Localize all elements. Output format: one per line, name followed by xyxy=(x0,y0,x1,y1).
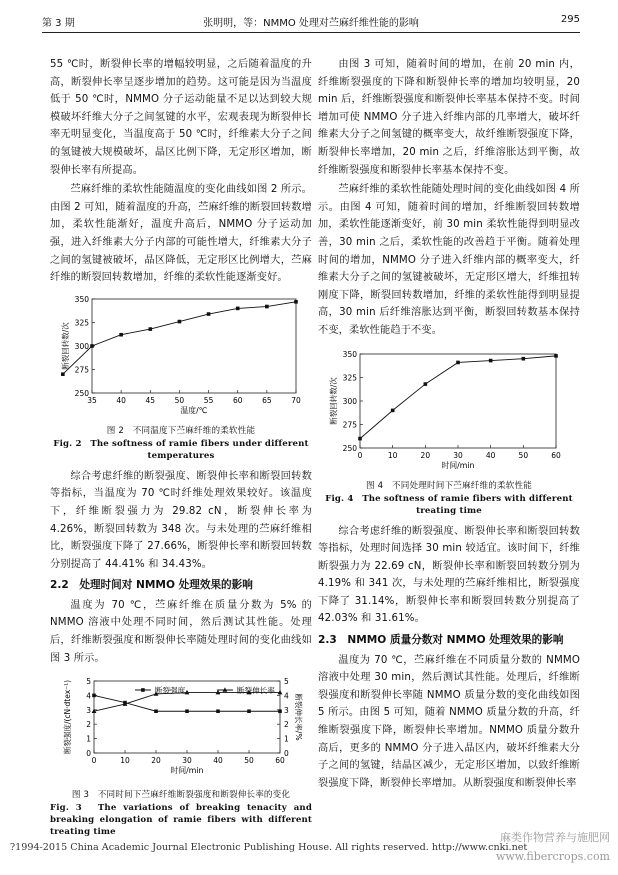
data-point xyxy=(92,694,96,698)
paragraph: 苎麻纤维的柔软性能随温度的变化曲线如图 2 所示。由图 2 可知，随着温度的升高，苎麻纤维的断裂回转数增加，柔软性能渐好，温度升高后，NMMO 分子运动加强，进入纤维素大分子内部的可能性增大，纤维素大分子之间的氢键被破坏，晶区降低，无定形区比例增大，苎麻纤维的断裂回转数增加，纤维的柔软性能逐渐变好。 xyxy=(50,184,312,284)
x-tick-label: 65 xyxy=(262,395,272,405)
series-line xyxy=(360,355,556,438)
x-axis-label: 时间/min xyxy=(170,766,204,776)
y-right-tick-label: 0 xyxy=(284,749,289,759)
data-point xyxy=(185,710,189,714)
data-point xyxy=(61,372,65,376)
plot-frame xyxy=(360,354,556,448)
x-tick-label: 30 xyxy=(453,450,463,460)
left-column xyxy=(50,56,312,844)
data-point xyxy=(119,333,123,337)
legend-marker xyxy=(141,688,145,692)
data-point xyxy=(178,319,182,323)
paragraph: 苎麻纤维的柔软性能随处理时间的变化曲线如图 4 所示。由图 4 可知，随着时间的增加，纤维断裂回转数增加，柔软性能逐渐变好，前 30 min 柔软性能得到明显改善，30 min 之后，柔软性能的改善趋于平衡。随着处理时间的增加，NMMO 分子进入纤维内部的概率变大，纤维素大分子之间的氢键被破坏，无定形区增大，纤维扭转刚度下降，断裂回转数增加，纤维的柔软性能得到明显提高，30 min 后纤维溶胀达到平衡，断裂回转数基本保持不变，柔软性能趋于不变。 xyxy=(318,184,580,336)
y-tick-label: 0 xyxy=(86,749,91,759)
section-heading: 2.3 NMMO 质量分数对 NMMO 处理效果的影响 xyxy=(318,634,564,647)
watermark: 麻类作物营养与施肥网 xyxy=(500,831,610,844)
data-point xyxy=(216,710,220,714)
figure-3 xyxy=(50,673,312,838)
page-number: 295 xyxy=(560,14,580,25)
y-axis-label: 断裂回转数/次 xyxy=(61,321,70,370)
y-right-tick-label: 1 xyxy=(284,734,289,744)
data-point xyxy=(236,306,240,310)
figure-2-chart xyxy=(50,293,312,421)
figure-3-caption: 图 3 不同时间下苎麻纤维断裂强度和断裂伸长率的变化 xyxy=(71,790,291,801)
figure-2 xyxy=(50,293,312,462)
figure-2-caption: 图 2 不同温度下苎麻纤维的柔软性能 xyxy=(106,425,256,436)
y-right-tick-label: 3 xyxy=(284,706,289,716)
figure-4-caption-en: Fig. 4 The softness of ramie fibers with different treating time xyxy=(325,493,573,516)
y-tick-label: 325 xyxy=(74,318,89,328)
paragraph: 55 ℃时，断裂伸长率的增幅较明显，之后随着温度的升高，断裂伸长率呈逐步增加的趋势。这可能是因为当温度低于 50 ℃时，NMMO 分子运动能量不足以达到较大规模破坏纤维大分子之间氢键的水平，宏观表现为断裂伸长率无明显变化，当温度高于 50 ℃时，纤维素大分子之间的氢键被大规模破坏，晶区比例下降，无定形区增加，断裂伸长率有所提高。 xyxy=(50,59,312,176)
figure-4 xyxy=(318,346,580,517)
x-tick-label: 60 xyxy=(275,756,285,766)
legend-label: 断裂伸长率 xyxy=(236,686,275,696)
x-tick-label: 35 xyxy=(87,395,97,405)
x-tick-label: 20 xyxy=(151,756,161,766)
y-tick-label: 350 xyxy=(74,294,89,304)
data-point xyxy=(154,710,158,714)
x-tick-label: 40 xyxy=(213,756,223,766)
x-tick-label: 40 xyxy=(116,395,126,405)
x-tick-label: 40 xyxy=(485,450,496,460)
y-right-tick-label: 2 xyxy=(284,720,289,730)
figure-4-caption: 图 4 不同处理时间下苎麻纤维的柔软性能 xyxy=(366,480,532,491)
data-point xyxy=(424,382,428,386)
paragraph: 温度为 70 ℃，苎麻纤维在不同质量分数的 NMMO 溶液中处理 30 min，然后测试其性能。处理后，纤维断裂强度和断裂伸长率随 NMMO 质量分数的变化曲线如图 5 所示。由图 5 可知，随着 NMMO 质量分数的升高，纤维断裂强度下降，断裂伸长率增加。NMMO 质量分数升高后，更多的 NMMO 分子进入晶区内，破坏纤维素大分子之间的氢键，结晶区减少，无定形区增加，以致纤维断裂强度下降，断裂伸长率增加。从断裂强度和断裂伸长率 xyxy=(318,654,580,789)
x-tick-label: 60 xyxy=(551,450,561,460)
y-axis-label: 断裂回转数/次 xyxy=(329,376,338,425)
y-tick-label: 4 xyxy=(86,691,91,701)
issue-number: 第 3 期 xyxy=(42,18,75,29)
x-tick-label: 50 xyxy=(174,395,185,405)
x-axis-label: 温度/℃ xyxy=(180,405,208,415)
x-tick-label: 20 xyxy=(420,450,431,460)
y-tick-label: 5 xyxy=(86,677,91,687)
data-point xyxy=(391,408,395,412)
data-point xyxy=(247,710,251,714)
watermark-url: www.fibercrops.com xyxy=(495,850,610,863)
paragraph: 综合考虑纤维的断裂强度、断裂伸长率和断裂回转数等指标，当温度为 70 ℃时纤维处理效果较好。该温度下，纤维断裂强力为 29.82 cN，断裂伸长率为 4.26%，断裂回转数为 348 次。与未处理的苎麻纤维相比，断裂强度下降了 27.66%，断裂伸长率和断裂回转数分别提高了 44.41% 和 34.43%。 xyxy=(50,470,312,570)
legend-label: 断裂强度 xyxy=(154,686,186,696)
x-tick-label: 0 xyxy=(357,450,363,460)
y-right-axis-label: 断裂伸长率/% xyxy=(294,693,303,741)
x-tick-label: 10 xyxy=(120,756,130,766)
x-tick-label: 70 xyxy=(291,395,301,405)
data-point xyxy=(522,356,526,360)
y-tick-label: 350 xyxy=(342,349,357,359)
y-right-tick-label: 4 xyxy=(284,691,289,701)
data-point xyxy=(294,300,298,304)
x-tick-label: 45 xyxy=(145,395,156,405)
data-point xyxy=(456,360,460,364)
y-tick-label: 3 xyxy=(86,706,91,716)
x-tick-label: 60 xyxy=(232,395,243,405)
y-tick-label: 300 xyxy=(74,341,89,351)
y-tick-label: 2 xyxy=(86,720,91,730)
y-tick-label: 275 xyxy=(74,365,89,375)
data-point xyxy=(554,354,558,358)
figure-4-chart xyxy=(318,346,580,476)
plot-frame xyxy=(92,299,296,393)
x-tick-label: 50 xyxy=(518,450,529,460)
x-tick-label: 55 xyxy=(203,395,214,405)
section-heading: 2.2 处理时间对 NMMO 处理效果的影响 xyxy=(50,579,253,592)
y-tick-label: 250 xyxy=(74,388,89,398)
x-tick-label: 10 xyxy=(387,450,398,460)
x-tick-label: 50 xyxy=(244,756,254,766)
y-tick-label: 250 xyxy=(342,443,357,453)
y-tick-label: 275 xyxy=(342,420,357,429)
data-point xyxy=(358,436,362,440)
y-tick-label: 325 xyxy=(342,373,357,382)
data-point xyxy=(278,710,282,714)
x-tick-label: 30 xyxy=(182,756,192,766)
figure-3-chart xyxy=(50,673,312,785)
paragraph: 综合考虑纤维的断裂强度、断裂伸长率和断裂回转数等指标，处理时间选择 30 min 较适宜。该时间下，纤维断裂强力为 22.69 cN，断裂伸长率和断裂回转数分别为 4.19% 和 341 次，与未处理的苎麻纤维相比，断裂强度下降了 31.14%，断裂伸长率和断裂回转数分别提高了 42.03% 和 31.61%。 xyxy=(318,525,580,625)
y-axis-label: 断裂强度/(cN·dtex⁻¹) xyxy=(63,680,72,755)
data-point xyxy=(148,327,152,331)
copyright-footer: ?1994-2015 China Academic Journal Electronic Publishing House. All rights reserved. http://www.cnki.net xyxy=(10,842,528,853)
data-point xyxy=(265,304,269,308)
data-point xyxy=(207,312,211,316)
x-tick-label: 0 xyxy=(91,756,97,766)
figure-2-caption-en: Fig. 2 The softness of ramie fibers under different temperatures xyxy=(53,438,309,461)
right-column xyxy=(318,56,580,794)
series-line xyxy=(94,696,280,712)
y-tick-label: 300 xyxy=(342,396,357,406)
running-header xyxy=(42,10,580,33)
running-title: 张明明，等：NMMO 处理对苎麻纤维性能的影响 xyxy=(203,18,419,29)
y-tick-label: 1 xyxy=(86,734,91,744)
paragraph: 由图 3 可知，随着时间的增加，在前 20 min 内，纤维断裂强度的下降和断裂伸长率的增加均较明显，20 min 后，纤维断裂强度和断裂伸长率基本保持不变。时间增加可使 NMMO 分子进入纤维内部的几率增大，破坏纤维素大分子之间氢键的概率变大，故纤维断裂强度下降，断裂伸长率增加，20 min 之后，纤维溶胀达到平衡，故纤维断裂强度和断裂伸长率基本保持不变。 xyxy=(318,59,580,176)
x-axis-label: 时间/min xyxy=(441,460,475,470)
y-right-tick-label: 5 xyxy=(284,677,289,687)
series-line xyxy=(63,302,296,374)
figure-3-caption-en: Fig. 3 The variations of breaking tenacity and breaking elongation of ramie fibers with different treating time xyxy=(50,803,312,838)
paragraph: 温度为 70 ℃，苎麻纤维在质量分数为 5% 的 NMMO 溶液中处理不同时间，然后测试其性能。处理后，纤维断裂强度和断裂伸长率随处理时间的变化曲线如图 3 所示。 xyxy=(50,599,312,664)
data-point xyxy=(90,344,94,348)
data-point xyxy=(489,358,493,362)
